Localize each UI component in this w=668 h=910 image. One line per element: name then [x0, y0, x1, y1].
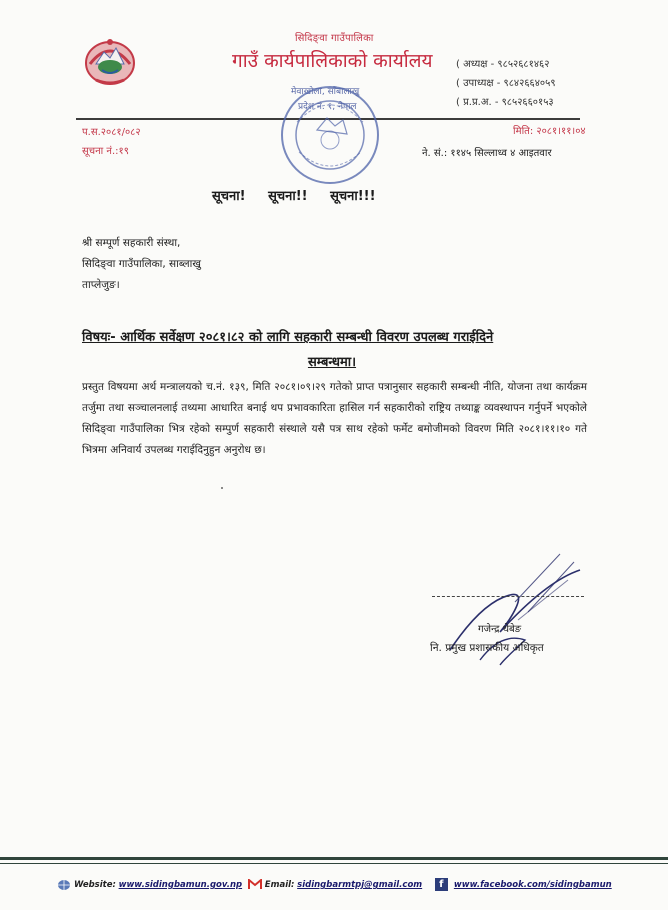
footer-divider-thick: [0, 857, 668, 860]
facebook-icon: f: [435, 878, 448, 891]
letter-date: मिति: २०८१।११।०४: [513, 126, 586, 137]
contact-numbers: [456, 55, 556, 112]
addressee-block: [82, 233, 201, 296]
addressee-line: ताप्लेजुङ।: [82, 279, 120, 291]
letter-number: प.स.२०८१/०८२: [82, 127, 141, 138]
signature-mark: [440, 540, 590, 680]
contact-cao: ( प्र.प्र.अ. - ९८५२६६०१५३: [456, 97, 554, 108]
reference-block: [82, 123, 141, 161]
notice-heading: [212, 186, 394, 204]
municipality-name: सिदिङ्वा गाउँपालिका: [295, 33, 374, 44]
office-title: गाउँ कार्यपालिकाको कार्यालय: [232, 50, 433, 72]
nepal-sambat-date: ने. सं.: ११४५ सिल्लाध्व ४ आइतवार: [422, 148, 552, 159]
footer-contacts: [54, 878, 612, 891]
website-label: Website:: [74, 880, 116, 890]
globe-icon: [57, 879, 71, 891]
office-address-line2: प्रदेश नं. १, नेपाल: [298, 102, 357, 112]
gmail-icon: [248, 879, 262, 890]
signatory-name: गजेन्द्र थेबेङ: [478, 624, 522, 635]
subject-line-1: विषयः- आर्थिक सर्वेक्षण २०८१।८२ को लागि सहकारी सम्बन्धी विवरण उपलब्ध गराईदिने: [82, 330, 494, 345]
nepal-emblem-logo: [82, 34, 138, 86]
facebook-link[interactable]: www.facebook.com/sidingbamun: [453, 880, 612, 890]
contact-chairperson: ( अध्यक्ष - ९८५२६८१४६२: [456, 59, 550, 70]
signatory-title: नि. प्रमुख प्रशासकीय अधिकृत: [430, 642, 544, 654]
addressee-line: सिदिङ्वा गाउँपालिका, साब्लाखु: [82, 258, 201, 270]
ink-speck: [221, 487, 223, 489]
email-link[interactable]: sidingbarmtpj@gmail.com: [297, 880, 423, 890]
website-link[interactable]: www.sidingbamun.gov.np: [118, 880, 243, 890]
notice-number: सूचना नं.:१९: [82, 146, 129, 157]
subject-line-2: सम्बन्धमा।: [307, 355, 357, 370]
subject-line: [82, 325, 582, 375]
notice-heading-3: सूचना!!!: [330, 189, 376, 204]
signature-line: [432, 596, 584, 597]
addressee-line: श्री सम्पूर्ण सहकारी संस्था,: [82, 237, 181, 249]
office-address-line1: मेवाखोला, साँबालाखु: [291, 87, 360, 97]
notice-heading-2: सूचना!!: [268, 189, 308, 204]
footer-divider-thin: [0, 863, 668, 864]
email-label: Email:: [264, 880, 295, 890]
office-stamp: [277, 82, 383, 188]
body-paragraph: प्रस्तुत विषयमा अर्थ मन्त्रालयको च.नं. १३९, मिति २०८१।०९।२९ गतेको प्राप्त पत्रानुसार सहकारी सम्बन्धी नीति, योजना तथा कार्यक्रम तर्जुमा तथा सञ्चालनलाई तथ्यमा आधारित बनाई थप प्रभावकारिता हासिल गर्न सहकारीको राष्ट्रिय तथ्याङ्क व्यवस्थापन गर्नुपर्ने भएकोले सिदिङ्वा गाउँपालिका भित्र रहेको सम्पुर्ण सहकारी संस्थाले यसै पत्र साथ रहेको फर्मेट बमोजीमको विवरण मिति २०८१।११।१० गते भित्रमा अनिवार्य उपलब्ध गराईदिनुहुन अनुरोध छ।: [82, 381, 587, 456]
notice-heading-1: सूचना!: [212, 189, 246, 204]
contact-vice-chairperson: ( उपाध्यक्ष - ९८४२६६४०५९: [456, 78, 556, 89]
